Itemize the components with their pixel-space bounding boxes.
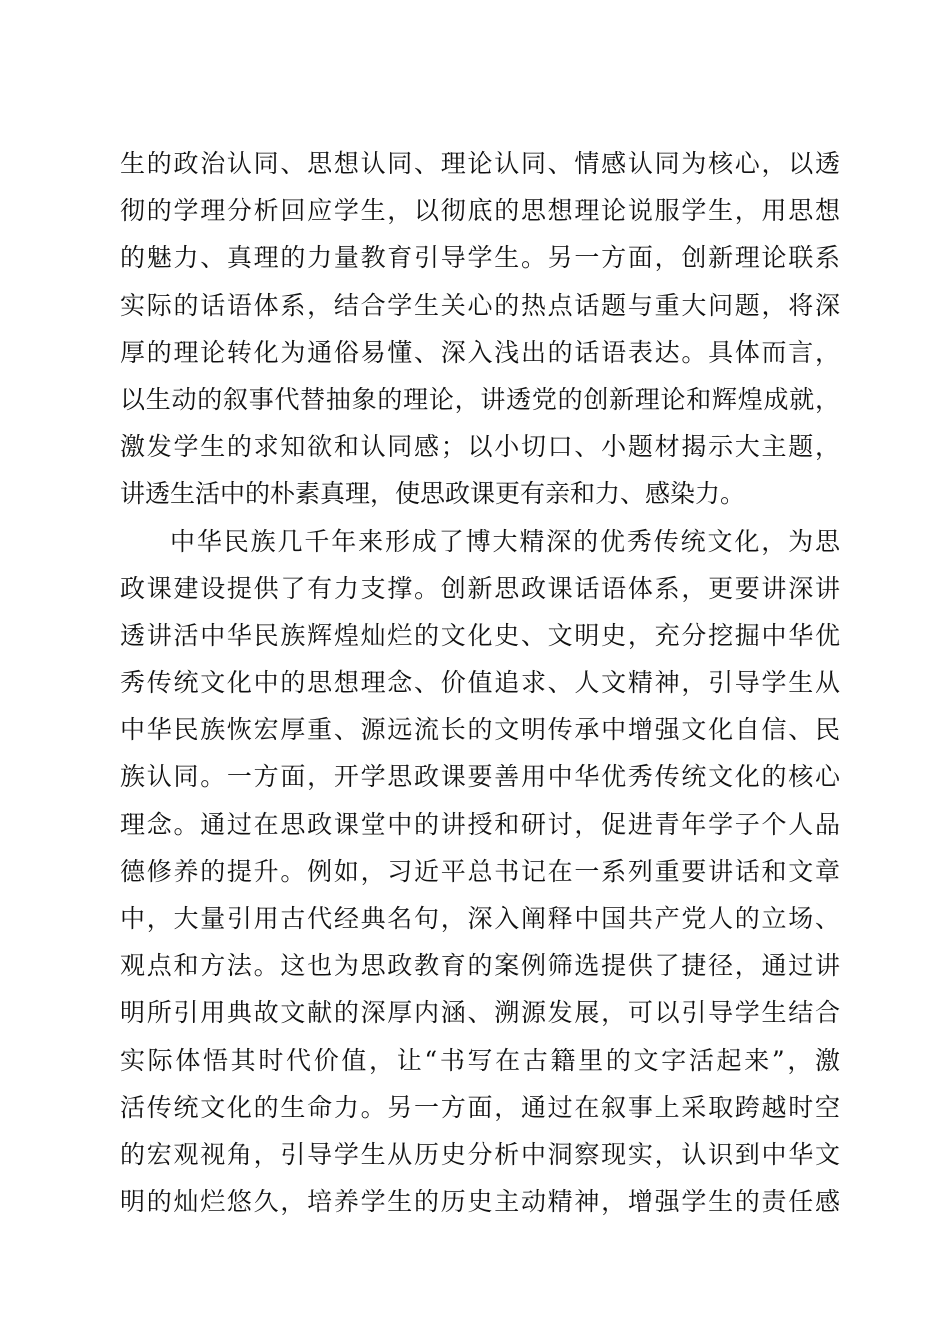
paragraph-2-line-3: 透讲活中华民族辉煌灿烂的文化史、文明史，充分挖掘中华优 [120, 620, 840, 650]
body-text [120, 140, 840, 1225]
paragraph-1-line-3: 的魅力、真理的力量教育引导学生。另一方面，创新理论联系 [120, 243, 840, 273]
paragraph-2-line-13: 活传统文化的生命力。另一方面，通过在叙事上采取跨越时空 [120, 1092, 840, 1122]
paragraph-1-line-2: 彻的学理分析回应学生，以彻底的思想理论说服学生，用思想 [120, 196, 840, 226]
paragraph-2-line-1: 中华民族几千年来形成了博大精深的优秀传统文化，为思 [170, 526, 840, 556]
paragraph-2-line-7: 理念。通过在思政课堂中的讲授和研讨，促进青年学子个人品 [120, 809, 840, 839]
paragraph-2-line-8: 德修养的提升。例如，习近平总书记在一系列重要讲话和文章 [120, 856, 840, 886]
paragraph-1-line-5: 厚的理论转化为通俗易懂、深入浅出的话语表达。具体而言， [120, 337, 840, 367]
paragraph-1-line-4: 实际的话语体系，结合学生关心的热点话题与重大问题，将深 [120, 290, 840, 320]
paragraph-1-line-7: 激发学生的求知欲和认同感；以小切口、小题材揭示大主题， [120, 432, 840, 462]
paragraph-2-line-11: 明所引用典故文献的深厚内涵、溯源发展，可以引导学生结合 [120, 998, 840, 1028]
paragraph-2-line-15: 明的灿烂悠久，培养学生的历史主动精神，增强学生的责任感 [120, 1187, 840, 1217]
paragraph-2-line-2: 政课建设提供了有力支撑。创新思政课话语体系，更要讲深讲 [120, 573, 840, 603]
paragraph-1-line-6: 以生动的叙事代替抽象的理论，讲透党的创新理论和辉煌成就， [120, 384, 840, 414]
paragraph-2-line-9: 中，大量引用古代经典名句，深入阐释中国共产党人的立场、 [120, 904, 840, 933]
paragraph-2-line-12: 实际体悟其时代价值，让“书写在古籍里的文字活起来”，激 [120, 1045, 840, 1075]
paragraph-2-line-6: 族认同。一方面，开学思政课要善用中华优秀传统文化的核心 [120, 762, 840, 792]
paragraph-2-line-14: 的宏观视角，引导学生从历史分析中洞察现实，认识到中华文 [120, 1139, 840, 1169]
paragraph-2-line-10: 观点和方法。这也为思政教育的案例筛选提供了捷径，通过讲 [120, 951, 840, 981]
paragraph-2-line-5: 中华民族恢宏厚重、源远流长的文明传承中增强文化自信、民 [120, 715, 840, 745]
paragraph-2-line-4: 秀传统文化中的思想理念、价值追求、人文精神，引导学生从 [120, 668, 840, 698]
paragraph-1-line-8: 讲透生活中的朴素真理，使思政课更有亲和力、感染力。 [120, 479, 746, 509]
paragraph-1-line-1: 生的政治认同、思想认同、理论认同、情感认同为核心，以透 [120, 149, 840, 178]
